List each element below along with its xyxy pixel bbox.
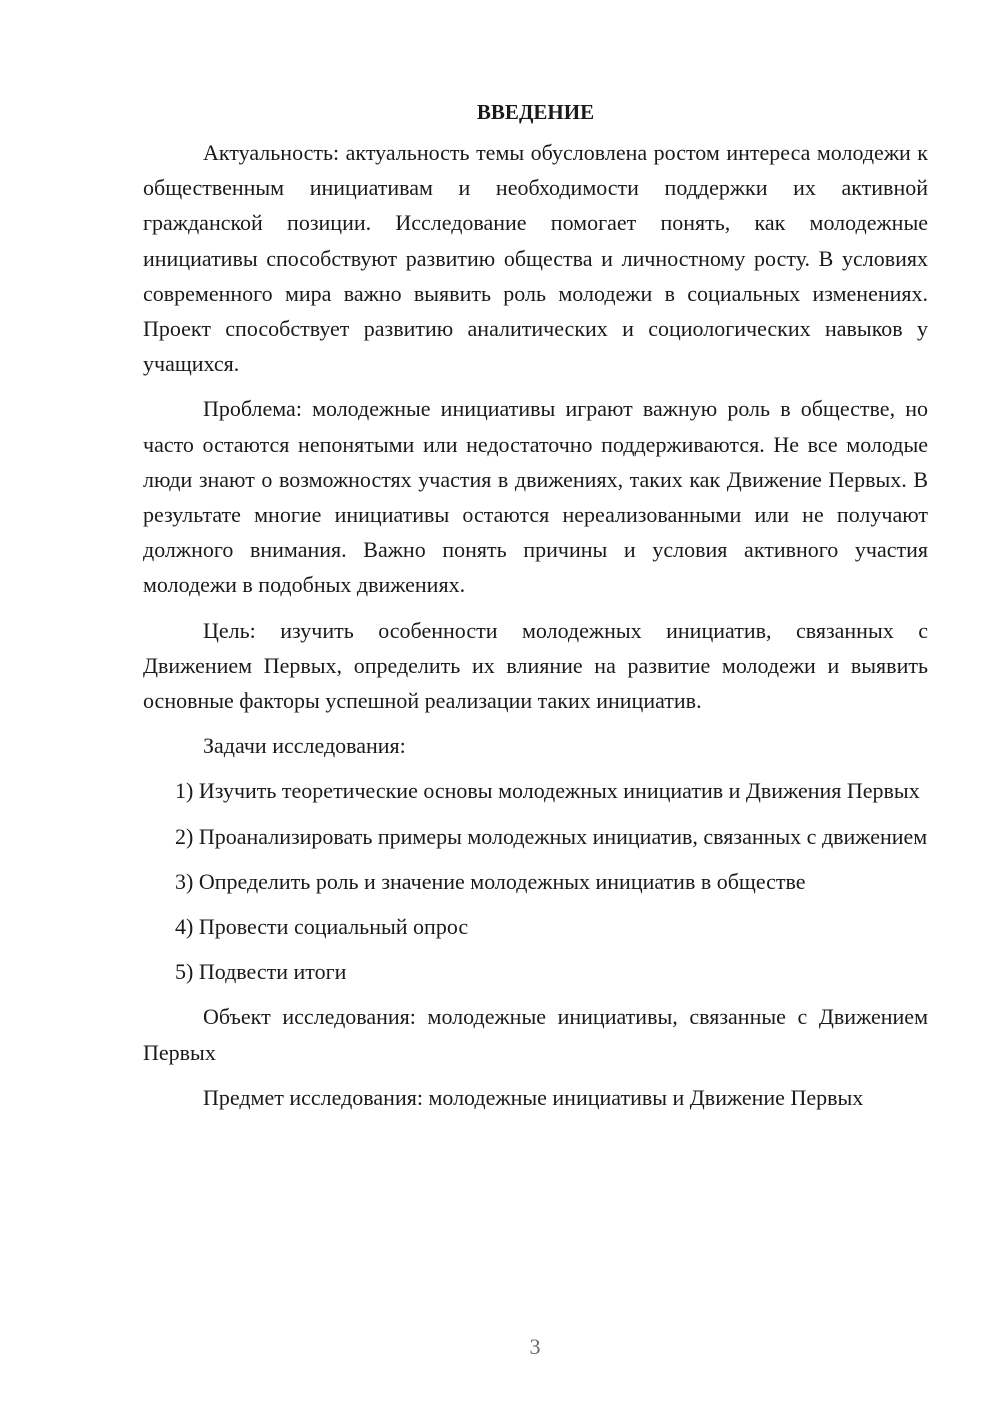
task-item-4: 4) Провести социальный опрос [175, 914, 469, 940]
task-item-3: 3) Определить роль и значение молодежных инициатив в обществе [175, 868, 806, 894]
page-content [143, 97, 928, 1125]
task-item-5: 5) Подвести итоги [175, 959, 347, 985]
goal-paragraph: Цель: изучить особенности молодежных инициатив, связанных с Движением Первых, определить их влияние на развитие молодежи и выявить основные факторы успешной реализации таких инициатив. [143, 617, 928, 714]
relevance-paragraph: Актуальность: актуальность темы обусловлена ростом интереса молодежи к общественным инициативам и необходимости поддержки их активной гражданской позиции. Исследование помогает понять, как молодежные инициативы способствуют развитию общества и личностному росту. В условиях современного мира важно выявить роль молодежи в социальных изменениях. Проект способствует развитию аналитических и социологических навыков у учащихся. [143, 140, 928, 377]
task-item-1: 1) Изучить теоретические основы молодежных инициатив и Движения Первых [175, 778, 920, 804]
problem-paragraph: Проблема: молодежные инициативы играют важную роль в обществе, но часто остаются непонятыми или недостаточно поддерживаются. Не все молодые люди знают о возможностях участия в движениях, таких как Движение Первых. В результате многие инициативы остаются нереализованными или не получают должного внимания. Важно понять причины и условия активного участия молодежи в подобных движениях. [143, 396, 928, 598]
section-title: ВВЕДЕНИЕ [476, 100, 595, 124]
task-item-2: 2) Проанализировать примеры молодежных инициатив, связанных с движением [175, 823, 928, 849]
subject-paragraph: Предмет исследования: молодежные инициативы и Движение Первых [203, 1084, 864, 1110]
tasks-heading: Задачи исследования: [203, 733, 406, 759]
object-paragraph: Объект исследования: молодежные инициативы, связанные с Движением Первых [143, 1004, 928, 1065]
page-number: 3 [529, 1334, 541, 1359]
